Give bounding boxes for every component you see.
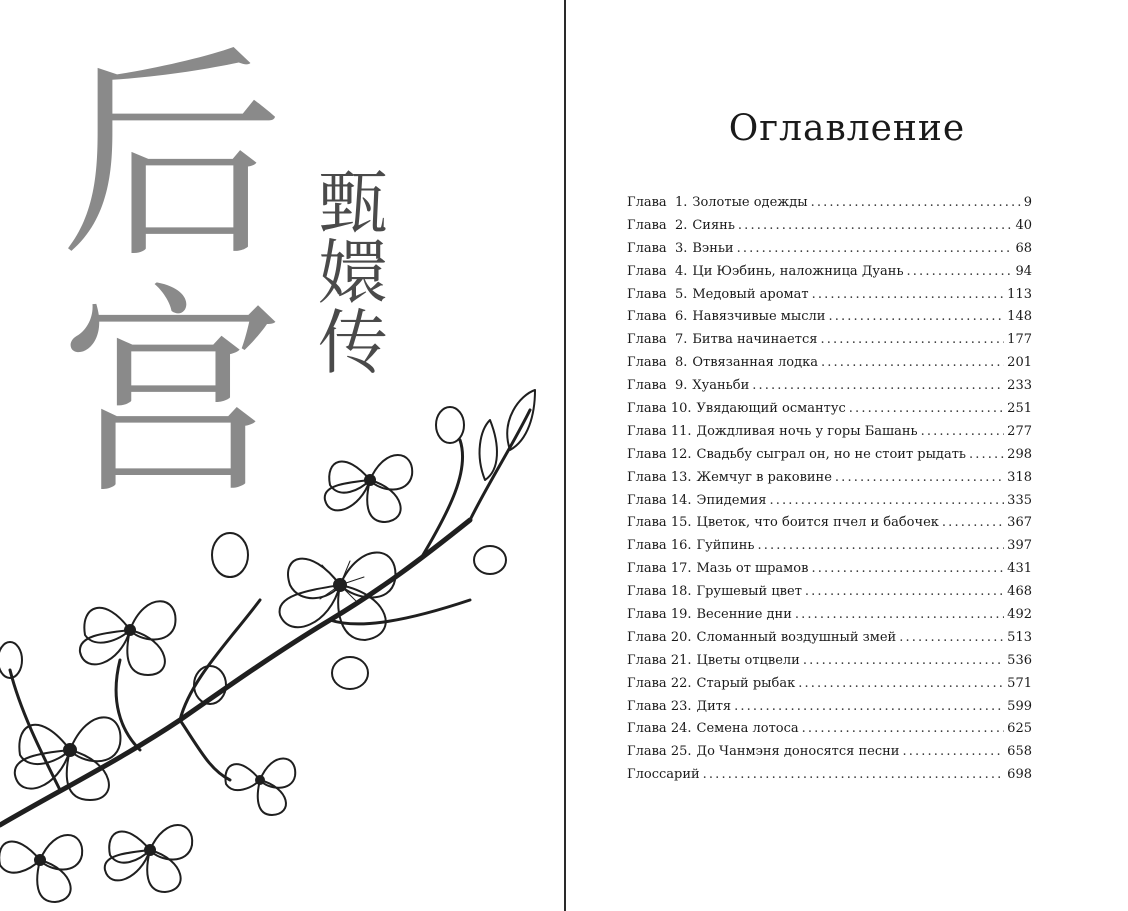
toc-entry-title: Свадьбу сыграл он, но не стоит рыдать bbox=[696, 446, 966, 462]
toc-entry[interactable] bbox=[627, 287, 1032, 310]
toc-entry-title: Битва начинается bbox=[692, 332, 818, 348]
toc-entry-label: Глава 4. bbox=[627, 263, 688, 279]
toc-leader-dots bbox=[737, 241, 1013, 256]
toc-leader-dots bbox=[849, 401, 1004, 416]
toc-leader-dots bbox=[758, 538, 1005, 553]
toc-entry-label: Глава 14. bbox=[627, 492, 692, 508]
toc-leader-dots bbox=[942, 515, 1004, 530]
toc-list bbox=[627, 195, 1032, 790]
toc-leader-dots bbox=[902, 744, 1004, 759]
toc-entry-label: Глава 11. bbox=[627, 423, 692, 439]
subtitle-char: 传 bbox=[318, 302, 388, 384]
toc-leader-dots bbox=[734, 699, 1004, 714]
toc-entry-title: Вэньи bbox=[692, 240, 734, 256]
toc-entry-label: Глава 17. bbox=[627, 561, 692, 577]
toc-entry-title: Весенние дни bbox=[696, 607, 792, 623]
toc-entry[interactable] bbox=[627, 561, 1032, 584]
toc-entry-page: 571 bbox=[1007, 675, 1032, 691]
toc-entry-page: 251 bbox=[1007, 401, 1032, 417]
toc-entry-title: Грушевый цвет bbox=[696, 584, 802, 600]
toc-leader-dots bbox=[812, 287, 1005, 302]
toc-entry-label: Глоссарий bbox=[627, 767, 700, 783]
cherry-blossom-illustration bbox=[0, 370, 564, 911]
toc-entry-label: Глава 8. bbox=[627, 355, 688, 371]
toc-entry-label: Глава 19. bbox=[627, 607, 692, 623]
toc-entry-page: 233 bbox=[1007, 378, 1032, 394]
toc-entry-page: 599 bbox=[1007, 698, 1032, 714]
toc-entry-label: Глава 22. bbox=[627, 675, 692, 691]
toc-entry-title: Жемчуг в раковине bbox=[696, 469, 832, 485]
toc-leader-dots bbox=[907, 264, 1013, 279]
toc-entry-label: Глава 23. bbox=[627, 698, 692, 714]
toc-entry-title: Гуйпинь bbox=[696, 538, 755, 554]
toc-entry[interactable] bbox=[627, 195, 1032, 218]
toc-entry-page: 40 bbox=[1015, 217, 1032, 233]
toc-leader-dots bbox=[899, 630, 1004, 645]
toc-entry-page: 625 bbox=[1007, 721, 1032, 737]
toc-entry-page: 431 bbox=[1007, 561, 1032, 577]
toc-entry-page: 277 bbox=[1007, 423, 1032, 439]
toc-entry-page: 698 bbox=[1007, 767, 1032, 783]
toc-leader-dots bbox=[798, 676, 1004, 691]
toc-entry-title: Старый рыбак bbox=[696, 675, 796, 691]
toc-leader-dots bbox=[802, 721, 1005, 736]
subtitle-char: 甄 bbox=[318, 162, 388, 244]
toc-entry[interactable] bbox=[627, 538, 1032, 561]
toc-entry-title: Отвязанная лодка bbox=[692, 355, 818, 371]
toc-entry-page: 513 bbox=[1007, 629, 1032, 645]
toc-leader-dots bbox=[835, 470, 1004, 485]
toc-entry-label: Глава 16. bbox=[627, 538, 692, 554]
toc-entry-label: Глава 3. bbox=[627, 240, 688, 256]
subtitle-char: 嬛 bbox=[318, 232, 388, 314]
toc-entry-page: 335 bbox=[1007, 492, 1032, 508]
toc-entry-page: 177 bbox=[1007, 332, 1032, 348]
toc-leader-dots bbox=[738, 218, 1013, 233]
toc-entry[interactable] bbox=[627, 264, 1032, 287]
toc-entry-page: 397 bbox=[1007, 538, 1032, 554]
toc-heading: Оглавление bbox=[728, 108, 966, 149]
toc-entry[interactable] bbox=[627, 515, 1032, 538]
toc-entry-title: Золотые одежды bbox=[692, 195, 808, 210]
toc-entry-title: Цветы отцвели bbox=[696, 652, 800, 668]
toc-entry[interactable] bbox=[627, 767, 1032, 790]
toc-entry-page: 148 bbox=[1007, 309, 1032, 325]
toc-leader-dots bbox=[811, 195, 1021, 210]
toc-entry-label: Глава 9. bbox=[627, 378, 688, 394]
toc-entry-title: Семена лотоса bbox=[696, 721, 799, 737]
toc-entry-label: Глава 2. bbox=[627, 217, 688, 233]
toc-entry-page: 68 bbox=[1015, 240, 1032, 256]
subtitle bbox=[318, 162, 398, 384]
toc-entry[interactable] bbox=[627, 401, 1032, 424]
toc-entry-label: Глава 21. bbox=[627, 652, 692, 668]
toc-entry-page: 9 bbox=[1023, 195, 1032, 210]
toc-leader-dots bbox=[769, 493, 1004, 508]
toc-entry-title: Цветок, что боится пчел и бабочек bbox=[696, 515, 939, 531]
toc-entry-title: Сломанный воздушный змей bbox=[696, 629, 897, 645]
toc-entry-label: Глава 15. bbox=[627, 515, 692, 531]
toc-entry-title: Эпидемия bbox=[696, 492, 767, 508]
toc-entry-page: 318 bbox=[1007, 469, 1032, 485]
toc-leader-dots bbox=[820, 332, 1004, 347]
toc-entry-title: Ци Юэбинь, наложница Дуань bbox=[692, 263, 904, 279]
toc-entry-label: Глава 10. bbox=[627, 401, 692, 417]
toc-entry[interactable] bbox=[627, 332, 1032, 355]
toc-entry-title: Хуаньби bbox=[692, 378, 750, 394]
toc-entry-label: Глава 20. bbox=[627, 629, 692, 645]
toc-entry-label: Глава 1. bbox=[627, 195, 688, 210]
toc-entry[interactable] bbox=[627, 607, 1032, 630]
toc-entry[interactable] bbox=[627, 355, 1032, 378]
toc-entry-title: До Чанмэня доносятся песни bbox=[696, 744, 900, 760]
toc-entry-title: Медовый аромат bbox=[692, 286, 809, 302]
toc-entry-label: Глава 12. bbox=[627, 446, 692, 462]
toc-entry-label: Глава 6. bbox=[627, 309, 688, 325]
toc-entry[interactable] bbox=[627, 630, 1032, 653]
toc-leader-dots bbox=[821, 355, 1004, 370]
toc-leader-dots bbox=[795, 607, 1004, 622]
toc-entry[interactable] bbox=[627, 447, 1032, 470]
toc-entry[interactable] bbox=[627, 424, 1032, 447]
main-title-char: 宫 bbox=[60, 263, 284, 524]
toc-entry-title: Увядающий османтус bbox=[696, 401, 846, 417]
toc-entry[interactable] bbox=[627, 699, 1032, 722]
toc-entry[interactable] bbox=[627, 470, 1032, 493]
toc-entry[interactable] bbox=[627, 218, 1032, 241]
toc-entry-page: 94 bbox=[1015, 263, 1032, 279]
toc-entry-title: Дитя bbox=[696, 698, 732, 714]
toc-entry-page: 113 bbox=[1007, 286, 1032, 302]
toc-entry-page: 468 bbox=[1007, 584, 1032, 600]
toc-entry[interactable] bbox=[627, 584, 1032, 607]
toc-leader-dots bbox=[921, 424, 1005, 439]
toc-entry[interactable] bbox=[627, 721, 1032, 744]
toc-leader-dots bbox=[811, 561, 1004, 576]
toc-entry-label: Глава 7. bbox=[627, 332, 688, 348]
toc-entry-label: Глава 5. bbox=[627, 286, 688, 302]
toc-entry-label: Глава 13. bbox=[627, 469, 692, 485]
toc-entry-title: Навязчивые мысли bbox=[692, 309, 826, 325]
toc-entry-page: 298 bbox=[1007, 446, 1032, 462]
toc-entry[interactable] bbox=[627, 676, 1032, 699]
toc-entry[interactable] bbox=[627, 378, 1032, 401]
toc-entry-label: Глава 18. bbox=[627, 584, 692, 600]
main-title-char: 后 bbox=[60, 27, 284, 288]
toc-entry-page: 201 bbox=[1007, 355, 1032, 371]
toc-leader-dots bbox=[805, 584, 1004, 599]
toc-entry[interactable] bbox=[627, 493, 1032, 516]
toc-leader-dots bbox=[752, 378, 1004, 393]
toc-entry-title: Дождливая ночь у горы Башань bbox=[696, 423, 918, 439]
toc-entry-page: 367 bbox=[1007, 515, 1032, 531]
toc-entry-title: Мазь от шрамов bbox=[696, 561, 809, 577]
toc-entry-page: 658 bbox=[1007, 744, 1032, 760]
toc-leader-dots bbox=[969, 447, 1004, 462]
toc-entry[interactable] bbox=[627, 744, 1032, 767]
toc-entry-page: 536 bbox=[1007, 652, 1032, 668]
toc-entry[interactable] bbox=[627, 241, 1032, 264]
toc-leader-dots bbox=[828, 309, 1004, 324]
toc-entry[interactable] bbox=[627, 653, 1032, 676]
right-page bbox=[566, 0, 1128, 911]
toc-entry-label: Глава 25. bbox=[627, 744, 692, 760]
toc-entry-page: 492 bbox=[1007, 607, 1032, 623]
toc-entry[interactable] bbox=[627, 309, 1032, 332]
toc-leader-dots bbox=[703, 767, 1005, 782]
toc-entry-label: Глава 24. bbox=[627, 721, 692, 737]
toc-leader-dots bbox=[803, 653, 1004, 668]
toc-entry-title: Сиянь bbox=[692, 217, 735, 233]
